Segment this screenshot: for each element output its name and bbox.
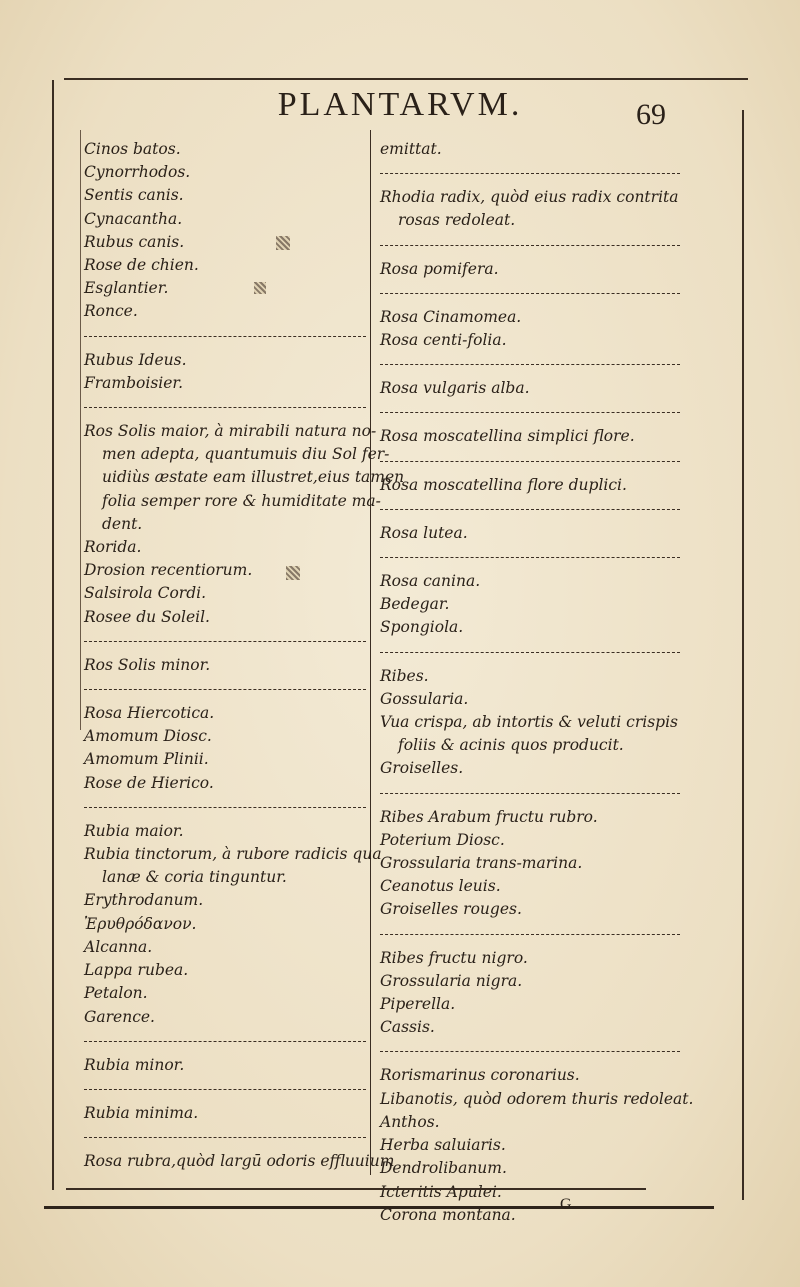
entry-line: Petalon. bbox=[84, 984, 148, 1003]
entry-separator bbox=[84, 1041, 366, 1042]
entry-separator bbox=[380, 652, 680, 653]
entry-separator bbox=[84, 689, 366, 690]
entry-line: Rosa lutea. bbox=[380, 523, 468, 542]
plant-entry bbox=[84, 1102, 366, 1125]
plant-entry bbox=[84, 702, 366, 795]
entry-line: Ribes fructu nigro. bbox=[380, 948, 528, 967]
plant-entry bbox=[84, 820, 382, 1029]
plant-entry bbox=[380, 522, 680, 545]
entry-separator bbox=[84, 407, 366, 408]
entry-separator bbox=[380, 412, 680, 413]
plant-entry bbox=[380, 258, 680, 281]
entry-line: Erythrodanum. bbox=[84, 891, 204, 910]
entry-line: Rubia maior. bbox=[84, 821, 184, 840]
plant-entry bbox=[380, 806, 680, 922]
entry-line: Groiselles. bbox=[380, 759, 464, 778]
plant-entry bbox=[380, 947, 680, 1040]
entry-line: Lappa rubea. bbox=[84, 961, 189, 980]
entry-line: Esglantier. bbox=[84, 279, 169, 298]
entry-line: Ἐρυθρόδανον. bbox=[84, 914, 197, 933]
entry-line: Rosa canina. bbox=[380, 572, 481, 591]
entry-separator bbox=[84, 641, 366, 642]
entry-line: Rosa Hiercotica. bbox=[84, 704, 215, 723]
entry-line: Rosee du Soleil. bbox=[84, 607, 210, 626]
entry-line: dent. bbox=[102, 514, 143, 533]
page-title: PLANTARVM. bbox=[277, 86, 523, 123]
plant-entry bbox=[84, 420, 405, 629]
entry-line: Cynacantha. bbox=[84, 209, 183, 228]
entry-separator bbox=[380, 509, 680, 510]
bottom-rule bbox=[66, 1188, 646, 1190]
footer-rule bbox=[44, 1206, 714, 1209]
entry-line: Rosa rubra,quòd largū odoris effluuium bbox=[84, 1152, 395, 1171]
entry-line: Anthos. bbox=[380, 1112, 440, 1131]
entry-line: Amomum Diosc. bbox=[84, 727, 212, 746]
entry-line: Rosa Cinamomea. bbox=[380, 307, 522, 326]
entry-line: Ros Solis minor. bbox=[84, 655, 211, 674]
entry-separator bbox=[380, 1051, 680, 1052]
entry-line: men adepta, quantumuis diu Sol fer- bbox=[102, 445, 390, 464]
entry-line: Cynorrhodos. bbox=[84, 163, 191, 182]
entry-line: Rhodia radix, quòd eius radix contrita bbox=[380, 188, 679, 207]
entry-line: Rosa vulgaris alba. bbox=[380, 379, 530, 398]
entry-line: Sentis canis. bbox=[84, 186, 184, 205]
entry-line: Rosa moscatellina flore duplici. bbox=[380, 475, 627, 494]
entry-separator bbox=[380, 793, 680, 794]
entry-line: Grossularia nigra. bbox=[380, 971, 523, 990]
entry-line: uidiùs æstate eam illustret,eius tamen bbox=[102, 468, 405, 487]
plant-entry bbox=[380, 425, 680, 448]
entry-line: Rosa pomifera. bbox=[380, 259, 499, 278]
entry-separator bbox=[380, 934, 680, 935]
entry-separator bbox=[380, 245, 680, 246]
entry-separator bbox=[380, 461, 680, 462]
signature-mark: G bbox=[560, 1196, 572, 1213]
plant-entry bbox=[380, 1064, 694, 1226]
entry-line: Libanotis, quòd odorem thuris redoleat. bbox=[380, 1089, 694, 1108]
entry-separator bbox=[380, 557, 680, 558]
entry-separator bbox=[380, 293, 680, 294]
plant-entry bbox=[380, 377, 680, 400]
header-rule bbox=[64, 78, 748, 80]
plant-entry bbox=[84, 349, 366, 395]
entry-line: Garence. bbox=[84, 1007, 155, 1026]
entry-separator bbox=[84, 1137, 366, 1138]
entry-line: Amomum Plinii. bbox=[84, 750, 209, 769]
entry-line: Corona montana. bbox=[380, 1205, 516, 1224]
entry-line: Vua crispa, ab intortis & veluti crispis bbox=[380, 713, 678, 732]
entry-line: foliis & acinis quos producit. bbox=[398, 736, 624, 755]
entry-separator bbox=[380, 173, 680, 174]
plant-entry bbox=[380, 665, 680, 781]
entry-line: Ronce. bbox=[84, 302, 138, 321]
entry-separator bbox=[380, 364, 680, 365]
entry-line: Ribes Arabum fructu rubro. bbox=[380, 807, 598, 826]
entry-line: Ros Solis maior, à mirabili natura no- bbox=[84, 422, 377, 441]
entry-line: Rosa centi-folia. bbox=[380, 331, 507, 350]
entry-line: Cassis. bbox=[380, 1018, 435, 1037]
page-number: 69 bbox=[636, 98, 666, 131]
plant-entry bbox=[84, 654, 366, 677]
entry-line: Bedegar. bbox=[380, 595, 450, 614]
entry-line: Ceanotus leuis. bbox=[380, 877, 501, 896]
plant-entry bbox=[380, 306, 680, 352]
entry-line: Grossularia trans-marina. bbox=[380, 854, 583, 873]
left-frame-rule bbox=[52, 80, 54, 1190]
entry-line: emittat. bbox=[380, 140, 442, 158]
entry-line: Ribes. bbox=[380, 666, 429, 685]
entry-line: Dendrolibanum. bbox=[380, 1159, 507, 1178]
entry-line: Spongiola. bbox=[380, 618, 464, 637]
entry-line: Poterium Diosc. bbox=[380, 830, 505, 849]
entry-line: rosas redoleat. bbox=[398, 211, 516, 230]
entry-line: folia semper rore & humiditate ma- bbox=[102, 491, 381, 510]
entry-line: Rubia tinctorum, à rubore radicis qua bbox=[84, 845, 382, 864]
plant-entry bbox=[84, 138, 366, 324]
entry-separator bbox=[84, 807, 366, 808]
plant-entry bbox=[380, 474, 680, 497]
entry-line: Rubus canis. bbox=[84, 232, 185, 251]
plant-entry bbox=[84, 1054, 366, 1077]
entry-separator bbox=[84, 1089, 366, 1090]
entry-line: Rorida. bbox=[84, 538, 142, 557]
entry-line: Cinos batos. bbox=[84, 140, 181, 158]
right-frame-rule bbox=[742, 110, 744, 1200]
entry-line: Rubia minor. bbox=[84, 1055, 185, 1074]
column-divider bbox=[370, 130, 371, 1175]
plant-entry bbox=[380, 570, 680, 640]
entry-line: Rose de chien. bbox=[84, 256, 199, 275]
entry-line: Icteritis Apulei. bbox=[380, 1182, 502, 1201]
entry-line: Framboisier. bbox=[84, 373, 184, 392]
entry-line: Groiselles rouges. bbox=[380, 900, 522, 919]
entry-line: Rosa moscatellina simplici flore. bbox=[380, 427, 635, 446]
plant-entry bbox=[380, 138, 680, 161]
entry-line: Salsirola Cordi. bbox=[84, 584, 207, 603]
entry-line: Gossularia. bbox=[380, 689, 469, 708]
entry-line: lanæ & coria tinguntur. bbox=[102, 868, 287, 887]
entry-line: Rose de Hierico. bbox=[84, 773, 214, 792]
entry-line: Herba saluiaris. bbox=[380, 1136, 506, 1155]
entry-line: Rubus Ideus. bbox=[84, 350, 187, 369]
entry-line: Drosion recentiorum. bbox=[84, 561, 253, 580]
entry-separator bbox=[84, 336, 366, 337]
entry-line: Piperella. bbox=[380, 995, 456, 1014]
entry-line: Alcanna. bbox=[84, 937, 153, 956]
right-column bbox=[380, 138, 694, 1227]
inner-margin-rule bbox=[80, 130, 81, 730]
plant-entry bbox=[84, 1150, 395, 1173]
entry-line: Rorismarinus coronarius. bbox=[380, 1066, 580, 1085]
entry-line: Rubia minima. bbox=[84, 1103, 199, 1122]
plant-entry bbox=[380, 186, 680, 232]
